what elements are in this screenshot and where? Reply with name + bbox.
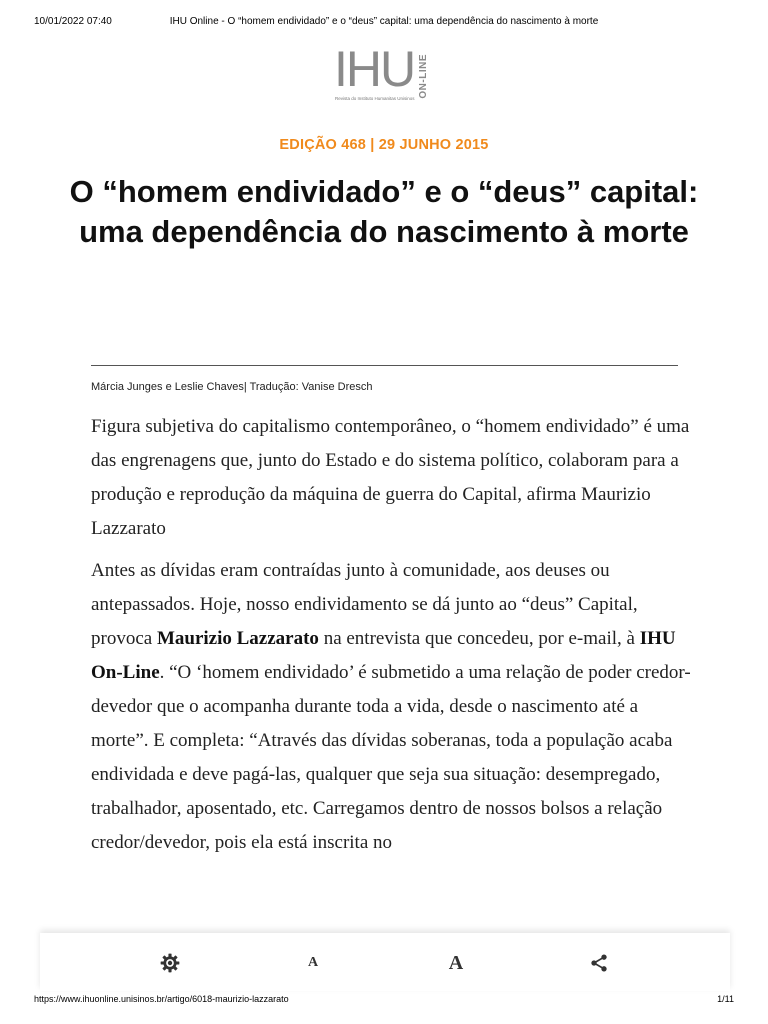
logo-ihu-text: IHU bbox=[334, 41, 415, 97]
print-datetime: 10/01/2022 07:40 bbox=[34, 16, 112, 27]
publication-name: IHU On-Line bbox=[91, 628, 676, 683]
logo-online-text: ON-LINE bbox=[418, 54, 429, 99]
paragraph-text: Antes as dívidas eram contraídas junto à comunidade, aos deuses ou antepassados. Hoje, nosso endividamento se dá junto ao “deus” Capital, provoca bbox=[91, 560, 638, 649]
decrease-font-button[interactable]: A bbox=[307, 955, 319, 970]
share-icon bbox=[589, 953, 609, 973]
edition-label[interactable]: EDIÇÃO 468 | 29 JUNHO 2015 bbox=[279, 137, 489, 153]
settings-button[interactable] bbox=[156, 949, 184, 977]
article-paragraph bbox=[91, 554, 691, 860]
paragraph-text: . “O ‘homem endividado’ é submetido a uma relação de poder credor-devedor que o acompanha durante toda a vida, desde o nascimento até a morte”. E completa: “Através das dívidas soberanas, toda a população acaba endividada e deve pagá-las, qualquer que seja sua situação: desempregado, trabalhador, aposentado, etc. Carregamos dentro de nossos bolsos a relação credor/devedor, pois ela está inscrita no bbox=[91, 662, 691, 853]
article-headline: O “homem endividado” e o “deus” capital: uma dependência do nascimento à morte bbox=[69, 174, 699, 249]
article-body bbox=[91, 410, 691, 868]
share-button[interactable] bbox=[585, 949, 613, 977]
article-byline: Márcia Junges e Leslie Chaves| Tradução: Vanise Dresch bbox=[91, 381, 373, 393]
ihu-logo[interactable] bbox=[334, 41, 444, 106]
page-number: 1/11 bbox=[717, 994, 734, 1004]
article-lead: Figura subjetiva do capitalismo contemporâneo, o “homem endividado” é uma das engrenagens que, junto do Estado e do sistema político, colaboram para a produção e reprodução da máquina de guerra do Capital, afirma Maurizio Lazzarato bbox=[91, 416, 690, 539]
reader-toolbar bbox=[40, 933, 730, 991]
logo-tagline: Revista do Instituto Humanitas Unisinos bbox=[335, 96, 415, 101]
interviewee-name: Maurizio Lazzarato bbox=[156, 628, 319, 649]
paragraph-text: na entrevista que concedeu, por e-mail, à bbox=[318, 628, 640, 649]
print-header bbox=[34, 16, 734, 30]
increase-font-button[interactable]: A bbox=[448, 951, 464, 974]
page-url: https://www.ihuonline.unisinos.br/artigo/6018-maurizio-lazzarato bbox=[34, 994, 289, 1004]
divider bbox=[91, 365, 678, 366]
gear-icon bbox=[159, 952, 181, 974]
print-page-title: IHU Online - O “homem endividado” e o “deus” capital: uma dependência do nascimento à morte bbox=[169, 16, 599, 27]
print-footer bbox=[34, 994, 734, 1008]
